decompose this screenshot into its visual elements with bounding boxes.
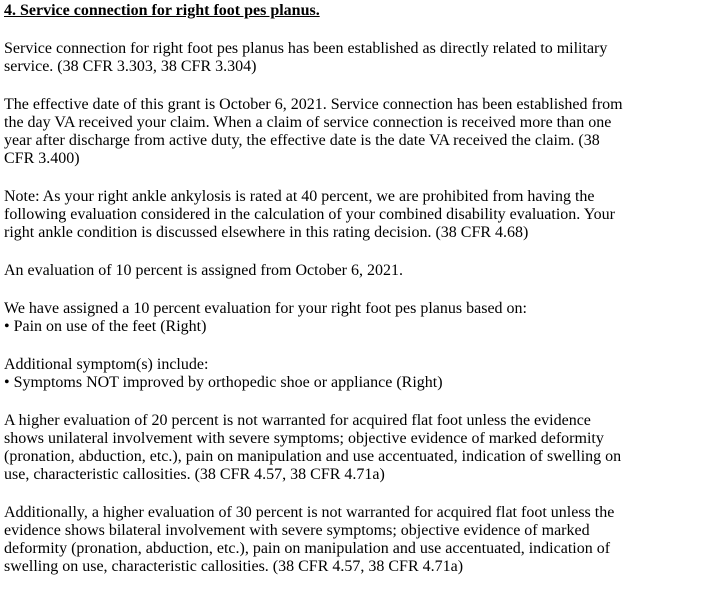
section-heading: 4. Service connection for right foot pes planus. [4, 2, 320, 19]
paragraph-additional-symptoms [4, 356, 716, 392]
text-line: year after discharge from active duty, the effective date is the date VA received the claim. (38 [4, 132, 600, 149]
bullet-item: • Symptoms NOT improved by orthopedic shoe or appliance (Right) [4, 374, 443, 391]
text-line: The effective date of this grant is October 6, 2021. Service connection has been established from [4, 96, 623, 113]
text-line: right ankle condition is discussed elsewhere in this rating decision. (38 CFR 4.68) [4, 224, 529, 241]
paragraph-effective-date [4, 96, 716, 168]
text-line: Note: As your right ankle ankylosis is rated at 40 percent, we are prohibited from having the [4, 188, 595, 205]
paragraph-note [4, 188, 716, 242]
text-line: An evaluation of 10 percent is assigned from October 6, 2021. [4, 262, 404, 279]
paragraph-evaluation-assigned [4, 262, 716, 280]
text-line: shows unilateral involvement with severe symptoms; objective evidence of marked deformity [4, 430, 604, 447]
text-line: evidence shows bilateral involvement with severe symptoms; objective evidence of marked [4, 522, 590, 539]
paragraph-higher-evaluation-30 [4, 504, 716, 576]
text-line: the day VA received your claim. When a claim of service connection is received more than one [4, 114, 612, 131]
text-line: Additional symptom(s) include: [4, 356, 209, 373]
text-line: following evaluation considered in the calculation of your combined disability evaluation. Your [4, 206, 615, 223]
text-line: deformity (pronation, abduction, etc.), pain on manipulation and use accentuated, indication of [4, 540, 611, 557]
paragraph-higher-evaluation-20 [4, 412, 716, 484]
text-line: Service connection for right foot pes planus has been established as directly related to military [4, 40, 608, 57]
text-line: Additionally, a higher evaluation of 30 percent is not warranted for acquired flat foot unless the [4, 504, 615, 521]
text-line: swelling on use, characteristic callosities. (38 CFR 4.57, 38 CFR 4.71a) [4, 558, 464, 575]
text-line: CFR 3.400) [4, 150, 80, 167]
text-line: A higher evaluation of 20 percent is not warranted for acquired flat foot unless the evidence [4, 412, 591, 429]
bullet-item: • Pain on use of the feet (Right) [4, 318, 207, 335]
paragraph-evaluation-basis [4, 300, 716, 336]
text-line: use, characteristic callosities. (38 CFR 4.57, 38 CFR 4.71a) [4, 466, 385, 483]
text-line: (pronation, abduction, etc.), pain on manipulation and use accentuated, indication of swelling on [4, 448, 622, 465]
text-line: We have assigned a 10 percent evaluation for your right foot pes planus based on: [4, 300, 527, 317]
paragraph-service-connection [4, 40, 716, 76]
text-line: service. (38 CFR 3.303, 38 CFR 3.304) [4, 58, 257, 75]
